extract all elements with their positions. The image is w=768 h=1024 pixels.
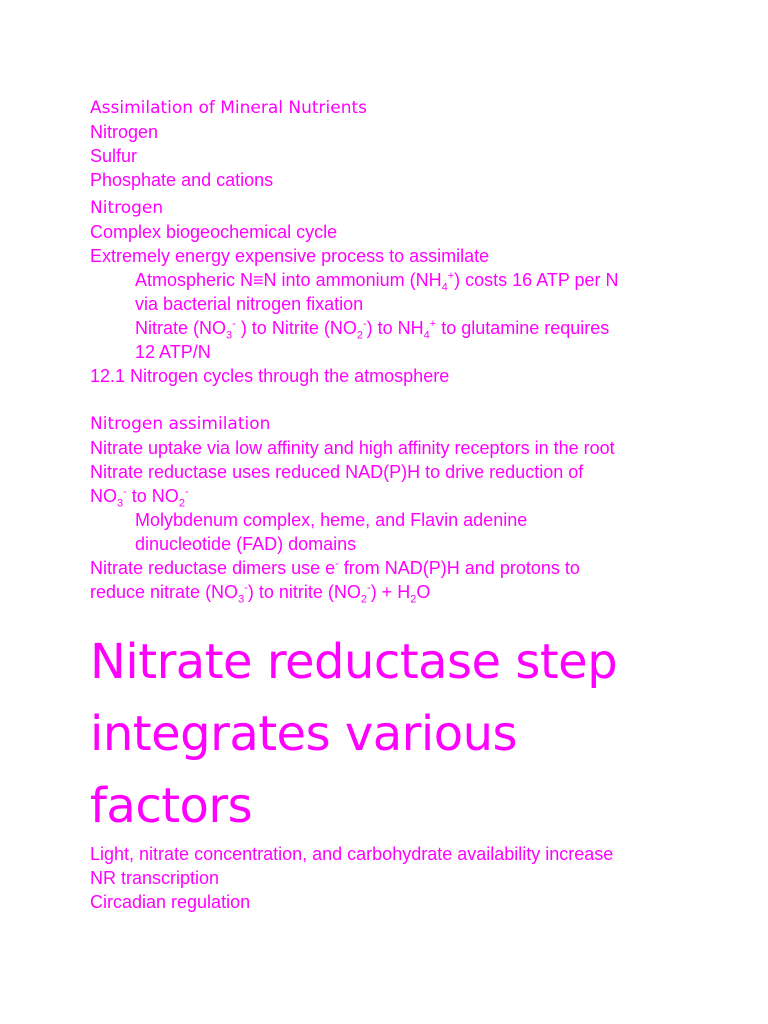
text-bacterial-fixation: via bacterial nitrogen fixation <box>135 294 364 314</box>
text-fad-domains: dinucleotide (FAD) domains <box>135 534 357 554</box>
text-reduce-nitrate: reduce nitrate $(NO_3^-)$ to nitrite $(NO_2^-) + H_2O$ <box>90 582 431 606</box>
text-nitrate-to-nitrite: Nitrate ($NO_3^-$ ) to Nitrite $(NO_2^-)$ to $NH_4^+$ to glutamine requires <box>135 318 610 342</box>
text-molybdenum: Molybdenum complex, heme, and Flavin adenine <box>135 510 528 530</box>
heading-assimilation: Assimilation of Mineral Nutrients <box>90 98 368 118</box>
text-nitrogen-cycles: 12.1 Nitrogen cycles through the atmosphere <box>90 366 450 386</box>
text-energy-expensive: Extremely energy expensive process to assimilate <box>90 246 490 266</box>
spacer <box>90 388 750 412</box>
heading-nitrogen: Nitrogen <box>90 198 164 218</box>
large-title-line-2: integrates various <box>90 706 518 762</box>
heading-nitrogen-assimilation: Nitrogen assimilation <box>90 414 271 434</box>
text-circadian: Circadian regulation <box>90 892 251 912</box>
text-nr-transcription: NR transcription <box>90 868 220 888</box>
text-atmospheric-n: Atmospheric N≡N into ammonium $(NH_4^+)$ costs 16 ATP per N <box>135 270 619 294</box>
large-title <box>90 626 750 842</box>
text-complex-cycle: Complex biogeochemical cycle <box>90 222 338 242</box>
item-sulfur: Sulfur <box>90 146 138 166</box>
item-phosphate: Phosphate and cations <box>90 170 274 190</box>
large-title-line-3: factors <box>90 778 253 834</box>
text-light-nitrate: Light, nitrate concentration, and carbohydrate availability increase <box>90 844 614 864</box>
text-no3-to-no2: $NO_3^-$ to $NO_2^-$ <box>90 486 189 510</box>
text-atp-per-n: 12 ATP/N <box>135 342 211 362</box>
document-page <box>90 96 750 914</box>
large-title-line-1: Nitrate reductase step <box>90 634 618 690</box>
text-nitrate-uptake: Nitrate uptake via low affinity and high affinity receptors in the root <box>90 438 615 458</box>
item-nitrogen: Nitrogen <box>90 122 159 142</box>
text-dimers: Nitrate reductase dimers use e- from NAD(P)H and protons to <box>90 558 580 578</box>
text-nitrate-reductase-uses: Nitrate reductase uses reduced NAD(P)H to drive reduction of <box>90 462 584 482</box>
